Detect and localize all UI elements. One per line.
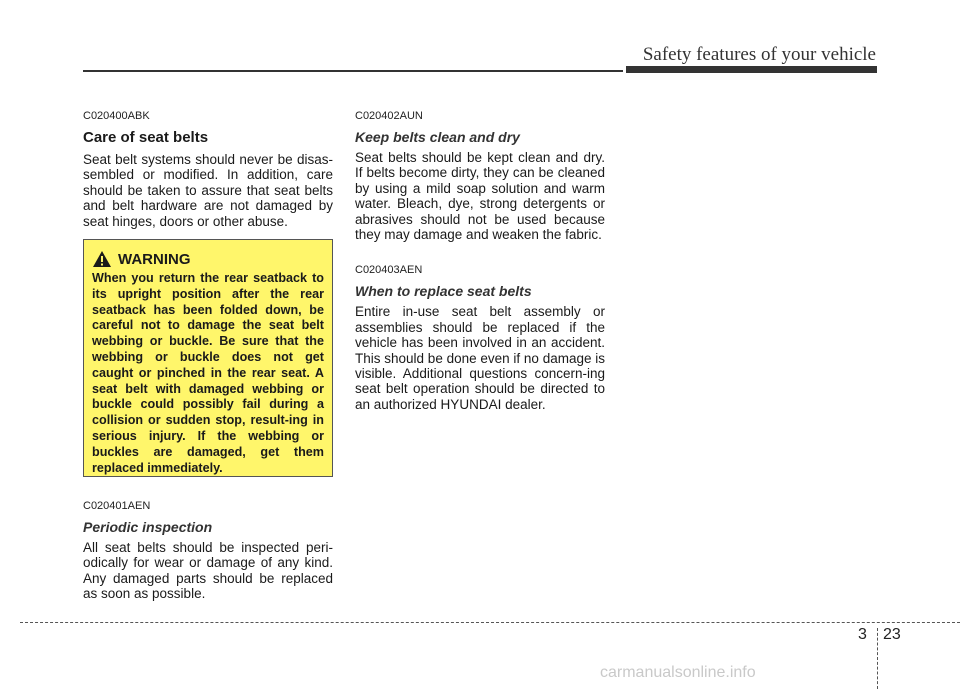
right-column: [355, 110, 605, 412]
care-section: [83, 110, 333, 229]
footer-divider: [877, 628, 878, 689]
section-code: C020401AEN: [83, 500, 151, 512]
section-body: Seat belt systems should never be disas-sembled or modified. In addition, care should be taken to assure that seat belts and belt hardware are not damaged by seat hinges, doors or other abuse.: [83, 152, 333, 229]
page-number: 23: [883, 626, 901, 643]
section-code: C020400ABK: [83, 110, 150, 122]
section-body: All seat belts should be inspected peri-odically for wear or damage of any kind. Any damaged parts should be replaced as soon as possible.: [83, 540, 333, 602]
header-rule: [83, 70, 623, 72]
page-header-title: Safety features of your vehicle: [642, 44, 876, 65]
section-heading: Periodic inspection: [83, 519, 213, 535]
section-heading: When to replace seat belts: [355, 283, 532, 300]
watermark: carmanualsonline.info: [600, 664, 756, 681]
section-body: Seat belts should be kept clean and dry. If belts become dirty, they can be cleaned by using a mild soap solution and warm water. Bleach, dye, strong detergents or abrasives should not be used because they may damage and weaken the fabric.: [355, 150, 605, 243]
section-heading: Care of seat belts: [83, 129, 209, 146]
footer-rule: [20, 622, 960, 623]
warning-triangle-icon: [92, 250, 112, 268]
chapter-number: 3: [858, 626, 867, 643]
section-code: C020402AUN: [355, 110, 423, 122]
warning-text: When you return the rear seatback to its upright position after the rear seatback has been folded down, be careful not to damage the seat belt webbing or buckle. Be sure that the webbing or buckle does not get caught or pinched in the rear seat. A seat belt with damaged webbing or buckle could possibly fail during a collision or sudden stop, result-ing in serious injury. If the webbing or buckles are damaged, get them replaced immediately.: [92, 271, 324, 475]
periodic-section: [83, 500, 333, 602]
section-body: Entire in-use seat belt assembly or assemblies should be replaced if the vehicle has been involved in an accident. This should be done even if no damage is visible. Additional questions concern-ing seat belt operation should be directed to an authorized HYUNDAI dealer.: [355, 304, 605, 412]
warning-box: [83, 239, 333, 477]
warning-title: WARNING: [118, 250, 191, 268]
section-heading: Keep belts clean and dry: [355, 129, 520, 145]
section-code: C020403AEN: [355, 264, 423, 277]
header-bar: [626, 66, 877, 73]
